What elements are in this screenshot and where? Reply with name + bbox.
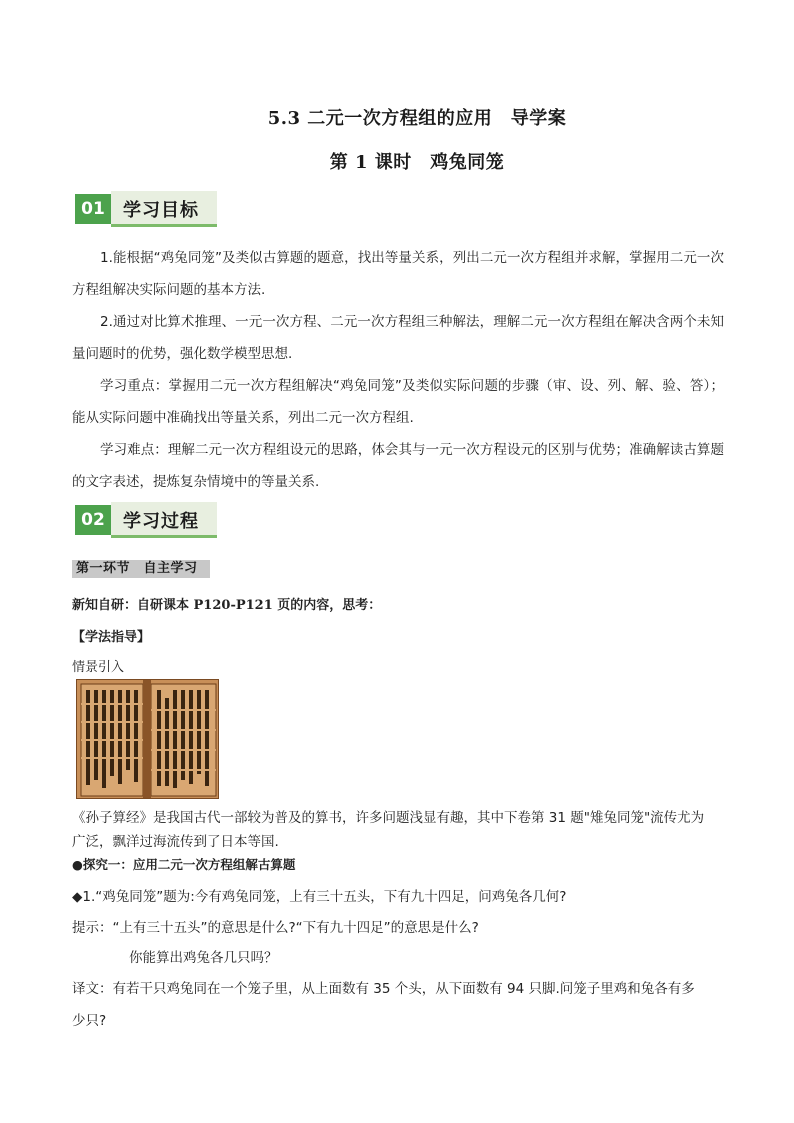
book-caption-line-2: 广泛，飘洋过海流传到了日本等国. <box>72 834 279 850</box>
ancient-book-image <box>76 679 219 799</box>
section-label-bar <box>111 502 217 538</box>
key-points-paragraph: 学习重点：掌握用二元一次方程组解决“鸡兔同笼”及类似实际问题的步骤（审、设、列、解、验、答）；能从实际问题中准确找出等量关系，列出二元一次方程组. <box>72 378 724 426</box>
section-label: 学习过程 <box>123 511 199 532</box>
translation-line-2: 少只? <box>72 1013 107 1029</box>
page-title: 5.3 二元一次方程组的应用 导学案 <box>267 108 567 129</box>
ancient-book-page-icon <box>77 680 219 799</box>
method-guide-heading: 【学法指导】 <box>72 630 151 645</box>
question-line: 你能算出鸡兔各几只吗？ <box>129 950 278 966</box>
section-header-goals <box>75 191 217 227</box>
stage-label: 第一环节 自主学习 <box>72 560 210 578</box>
task-line: 新知自研：自研课本 P120-P121 页的内容，思考： <box>72 598 382 613</box>
scenario-intro-heading: 情景引入 <box>72 660 125 675</box>
section-label: 学习目标 <box>123 200 199 221</box>
explore-heading: ●探究一：应用二元一次方程组解古算题 <box>72 857 296 872</box>
goal-paragraph-1: 1.能根据“鸡兔同笼”及类似古算题的题意，找出等量关系，列出二元一次方程组并求解，掌握用二元一次方程组解决实际问题的基本方法. <box>72 250 724 298</box>
book-caption-line-1: 《孙子算经》是我国古代一部较为普及的算书，许多问题浅显有趣，其中下卷第 31 题"雉兔同笼"流传尤为 <box>72 810 705 826</box>
section-number: 02 <box>75 505 111 535</box>
section-header-process <box>75 502 217 538</box>
difficulties-paragraph: 学习难点：理解二元一次方程组设元的思路，体会其与一元一次方程设元的区别与优势；准确解读古算题的文字表述，提炼复杂情境中的等量关系. <box>72 442 724 490</box>
goal-paragraph-2: 2.通过对比算术推理、一元一次方程、二元一次方程组三种解法，理解二元一次方程组在解决含两个未知量问题时的优势，强化数学模型思想. <box>72 314 724 362</box>
section-number: 01 <box>75 194 111 224</box>
section-label-bar <box>111 191 217 227</box>
translation-line-1: 译文：有若干只鸡兔同在一个笼子里，从上面数有 35 个头，从下面数有 94 只脚.问笼子里鸡和兔各有多 <box>72 981 695 997</box>
hint-line: 提示：“上有三十五头”的意思是什么?“下有九十四足”的意思是什么? <box>72 920 479 936</box>
lesson-subtitle: 第 1 课时 鸡兔同笼 <box>329 152 505 173</box>
problem-statement: ◆1.“鸡兔同笼”题为:今有鸡兔同笼，上有三十五头，下有九十四足，问鸡兔各几何? <box>72 889 567 905</box>
